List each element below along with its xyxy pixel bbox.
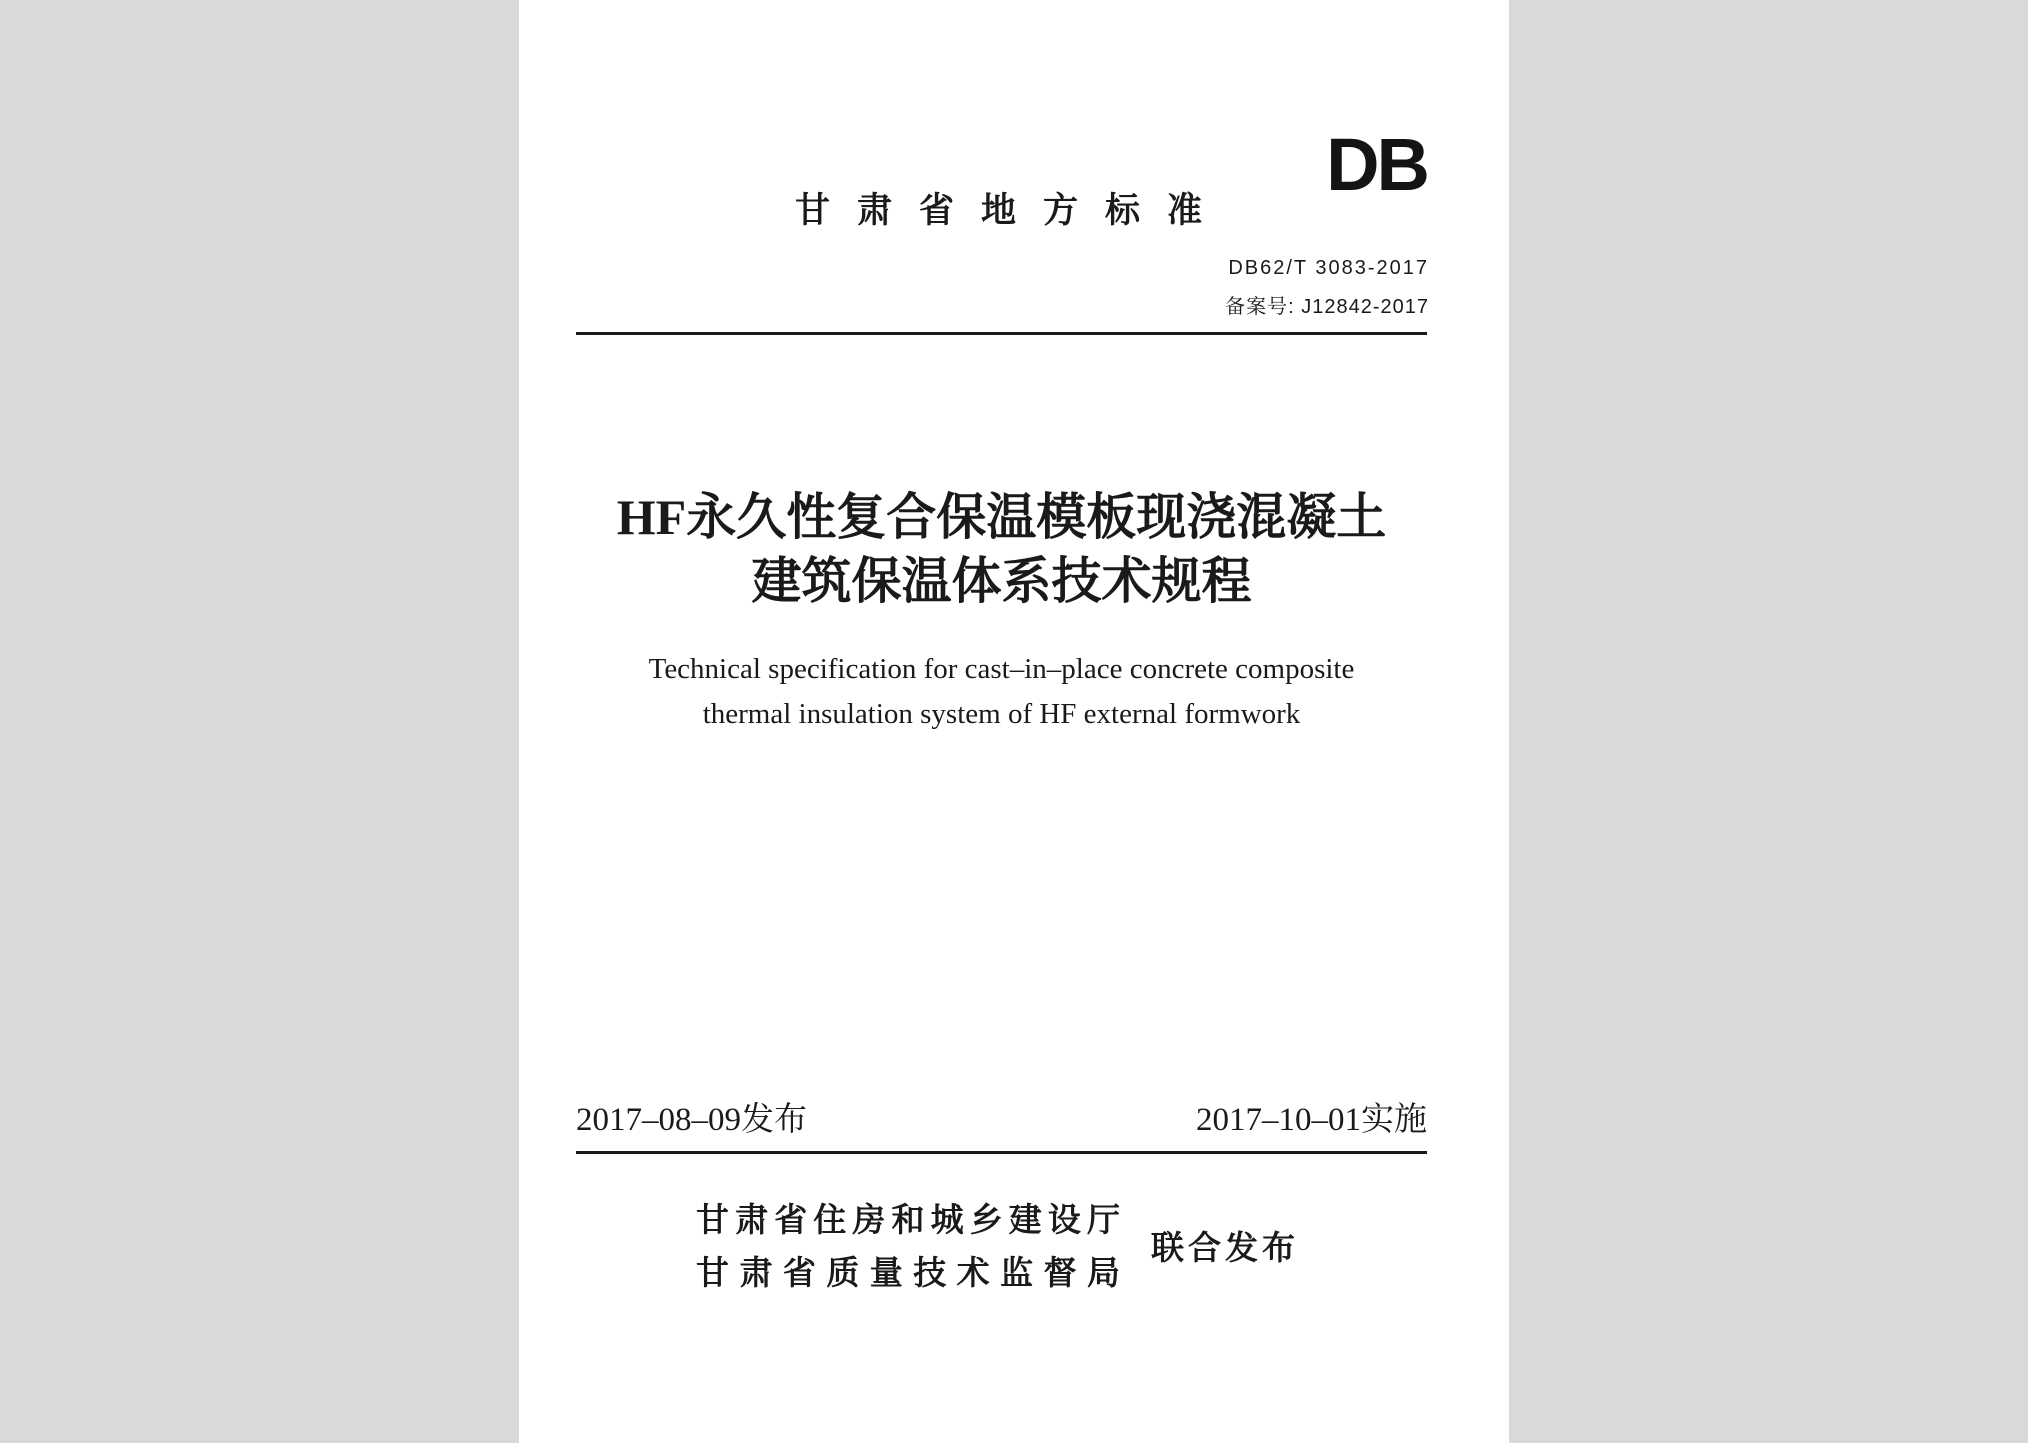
db-standard-logo: DB xyxy=(1326,123,1427,206)
chinese-title xyxy=(576,485,1427,613)
issuing-organizations xyxy=(696,1193,1120,1299)
issuer-organization-1: 甘肃省住房和城乡建设厅 xyxy=(696,1201,1120,1238)
english-title xyxy=(559,647,1444,737)
implementation-date: 2017–10–01实施 xyxy=(1196,1102,1427,1138)
record-number: 备案号: J12842-2017 xyxy=(1225,296,1429,318)
chinese-title-line-2: 建筑保温体系技术规程 xyxy=(751,553,1252,609)
issue-date: 2017–08–09发布 xyxy=(576,1102,807,1138)
top-divider xyxy=(576,332,1427,335)
joint-release-label: 联合发布 xyxy=(1151,1229,1299,1266)
issuer-organization-2: 甘肃省质量技术监督局 xyxy=(696,1254,1120,1291)
english-title-line-1: Technical specification for cast–in–place concrete composite xyxy=(648,653,1355,685)
standard-number: DB62/T 3083-2017 xyxy=(1228,257,1429,279)
document-cover-page xyxy=(519,0,1509,1443)
chinese-title-line-1: HF永久性复合保温模板现浇混凝土 xyxy=(616,489,1387,545)
bottom-divider xyxy=(576,1151,1427,1154)
english-title-line-2: thermal insulation system of HF external formwork xyxy=(702,698,1301,730)
standard-category-heading: 甘肃省地方标准 xyxy=(795,191,1230,230)
